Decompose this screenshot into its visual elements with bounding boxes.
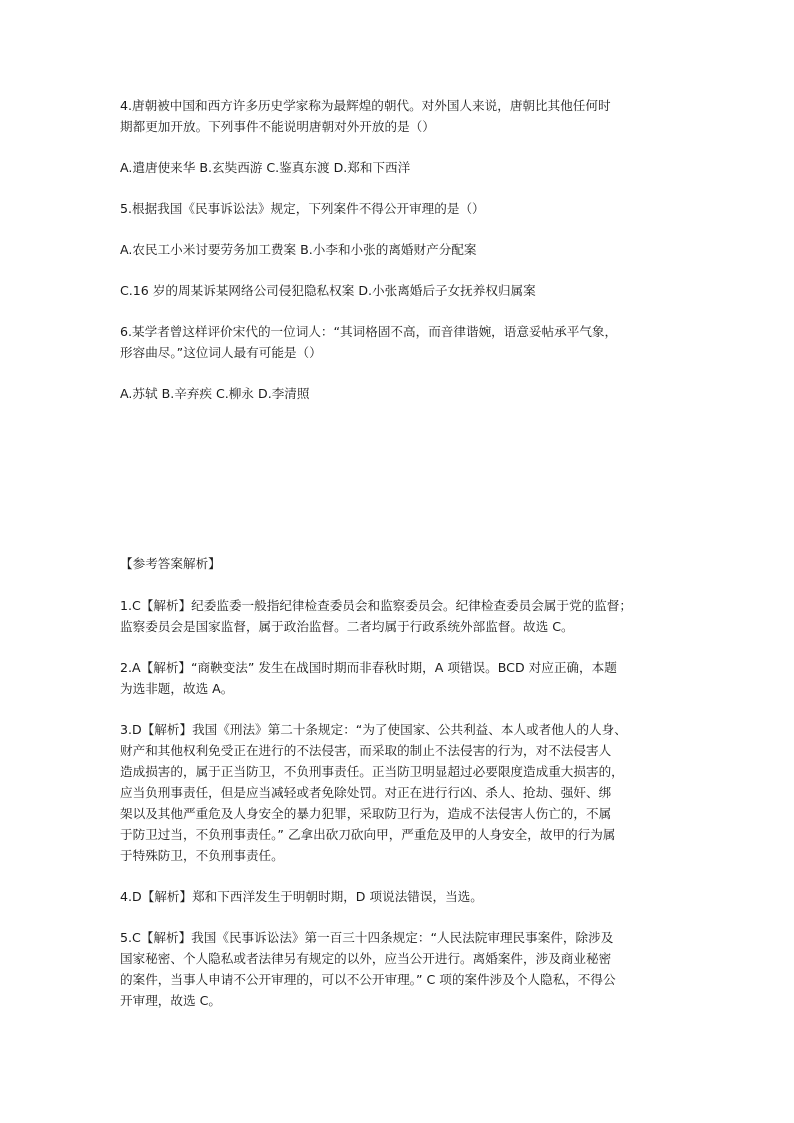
question-4 — [120, 95, 680, 137]
answer-3 — [120, 719, 680, 866]
question-4-options: A.遣唐使来华 B.玄奘西游 C.鉴真东渡 D.郑和下西洋 — [120, 160, 411, 175]
question-6-stem-line-2: 形容曲尽。”这位词人最有可能是（） — [120, 345, 322, 360]
question-6 — [120, 321, 680, 363]
answer-3-line-5: 架以及其他严重危及人身安全的暴力犯罪，采取防卫行为，造成不法侵害人伤亡的，不属 — [120, 806, 612, 821]
answer-5-line-2: 国家秘密、个人隐私或者法律另有规定的以外，应当公开进行。离婚案件，涉及商业秘密 — [120, 951, 612, 966]
answer-1 — [120, 595, 680, 637]
answer-2-line-1: 2.A【解析】“商鞅变法” 发生在战国时期而非春秋时期，A 项错误。BCD 对应正确，本题 — [120, 660, 617, 675]
answer-5-line-3: 的案件，当事人申请不公开审理的，可以不公开审理。” C 项的案件涉及个人隐私，不得公 — [120, 972, 616, 987]
answer-2-line-2: 为选非题，故选 A。 — [120, 681, 234, 696]
answer-3-line-4: 应当负刑事责任，但是应当减轻或者免除处罚。对正在进行行凶、杀人、抢劫、强奸、绑 — [120, 785, 612, 800]
question-4-stem-line-2: 期都更加开放。下列事件不能说明唐朝对外开放的是（） — [120, 119, 435, 134]
question-5-options-ab: A.农民工小米讨要劳务加工费案 B.小李和小张的离婚财产分配案 — [120, 242, 477, 257]
answer-2 — [120, 657, 680, 699]
answer-5-line-4: 开审理，故选 C。 — [120, 993, 221, 1008]
answer-4: 4.D【解析】郑和下西洋发生于明朝时期，D 项说法错误，当选。 — [120, 889, 483, 904]
document-page — [120, 95, 680, 1031]
question-6-stem-line-1: 6.某学者曾这样评价宋代的一位词人：“其词格固不高，而音律谐婉，语意妥帖承平气象， — [120, 324, 618, 339]
answers-heading: 【参考答案解析】 — [120, 556, 221, 571]
answer-3-line-1: 3.D【解析】我国《刑法》第二十条规定：“为了使国家、公共利益、本人或者他人的人身、 — [120, 722, 627, 737]
question-5-options-cd: C.16 岁的周某诉某网络公司侵犯隐私权案 D.小张离婚后子女抚养权归属案 — [120, 283, 536, 298]
answer-3-line-7: 于特殊防卫，不负刑事责任。 — [120, 848, 284, 863]
answer-3-line-2: 财产和其他权利免受正在进行的不法侵害，而采取的制止不法侵害的行为，对不法侵害人 — [120, 743, 612, 758]
spacer — [120, 424, 680, 553]
question-4-stem-line-1: 4.唐朝被中国和西方许多历史学家称为最辉煌的朝代。对外国人来说，唐朝比其他任何时 — [120, 98, 611, 113]
answer-3-line-6: 于防卫过当，不负刑事责任。” 乙拿出砍刀砍向甲，严重危及甲的人身安全，故甲的行为属 — [120, 827, 616, 842]
answer-3-line-3: 造成损害的，属于正当防卫，不负刑事责任。正当防卫明显超过必要限度造成重大损害的， — [120, 764, 624, 779]
answer-1-line-2: 监察委员会是国家监督，属于政治监督。二者均属于行政系统外部监督。故选 C。 — [120, 619, 574, 634]
question-5-stem: 5.根据我国《民事诉讼法》规定，下列案件不得公开审理的是（） — [120, 201, 485, 216]
answer-5-line-1: 5.C【解析】我国《民事诉讼法》第一百三十四条规定：“人民法院审理民事案件，除涉及 — [120, 930, 614, 945]
answer-1-line-1: 1.C【解析】纪委监委一般指纪律检查委员会和监察委员会。纪律检查委员会属于党的监督； — [120, 598, 632, 613]
answer-5 — [120, 927, 680, 1011]
question-6-options: A.苏轼 B.辛弃疾 C.柳永 D.李清照 — [120, 386, 310, 401]
